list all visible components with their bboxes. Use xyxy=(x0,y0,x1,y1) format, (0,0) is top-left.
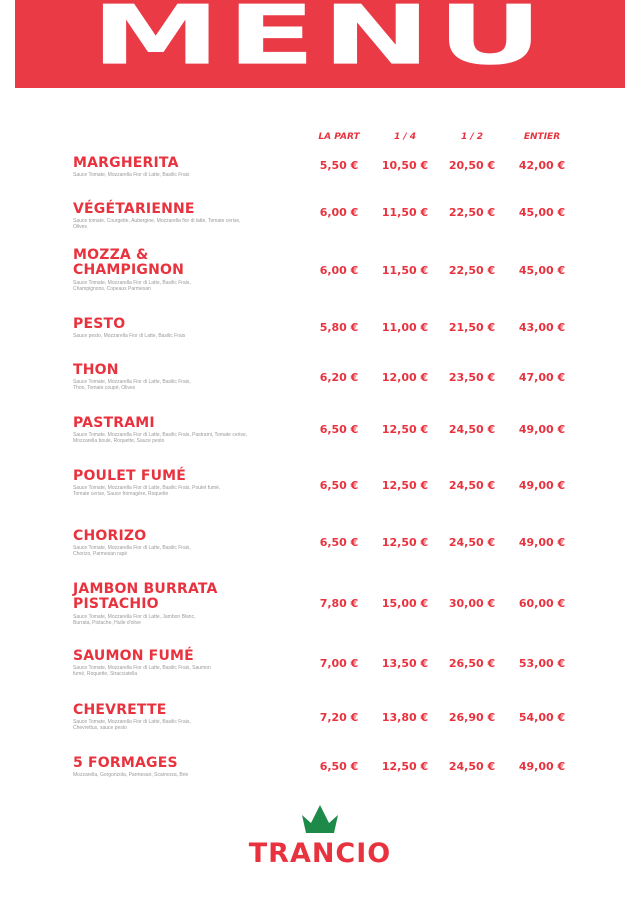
price-la-part: 5,50 € xyxy=(319,159,359,172)
price-half: 26,50 € xyxy=(448,657,496,670)
price-la-part: 7,00 € xyxy=(319,657,359,670)
pizza-name: POULET FUMÉ xyxy=(73,468,187,484)
pizza-name: SAUMON FUMÉ xyxy=(73,648,194,664)
price-quarter: 11,50 € xyxy=(381,264,429,277)
pizza-name: CHEVRETTE xyxy=(73,702,167,718)
pizza-description: Sauce Tomate, Mozzarella Fior di Latte, Basilic Frais, Champignons, Copeaux Parmesan xyxy=(73,280,191,292)
crown-icon xyxy=(300,803,340,833)
pizza-description: Sauce Tomate, Mozzarella Fior di Latte, Basilic Frais, Thon, Tomate coupé, Olives xyxy=(73,379,191,391)
brand-logo xyxy=(240,803,400,873)
price-entier: 43,00 € xyxy=(518,321,566,334)
price-la-part: 6,50 € xyxy=(319,423,359,436)
column-header-quarter: 1 / 4 xyxy=(393,132,417,142)
price-la-part: 7,80 € xyxy=(319,597,359,610)
pizza-description: Sauce pesto, Mozzarella Fior di Latte, Basilic Frais xyxy=(73,333,186,339)
price-quarter: 12,50 € xyxy=(381,760,429,773)
header-banner xyxy=(15,0,625,88)
pizza-description: Sauce Tomate, Mozzarella Fior di Latte, Jambon Blanc, Burrata, Pistache, Huile d'olive xyxy=(73,614,196,626)
price-half: 23,50 € xyxy=(448,371,496,384)
pizza-name: CHORIZO xyxy=(73,528,147,544)
price-entier: 49,00 € xyxy=(518,479,566,492)
price-la-part: 6,00 € xyxy=(319,206,359,219)
price-quarter: 12,00 € xyxy=(381,371,429,384)
price-quarter: 11,50 € xyxy=(381,206,429,219)
price-entier: 49,00 € xyxy=(518,760,566,773)
price-half: 24,50 € xyxy=(448,536,496,549)
column-header-entier: ENTIER xyxy=(523,132,561,142)
pizza-description: Sauce Tomate, Mozzarella Fior di Latte, Basilic Frais, Pastrami, Tomate cerise, Mozzarella boule, Roquette, Sauce pesto xyxy=(73,432,248,444)
pizza-name: MARGHERITA xyxy=(73,155,179,171)
price-half: 30,00 € xyxy=(448,597,496,610)
pizza-name: MOZZA & CHAMPIGNON xyxy=(73,247,185,278)
brand-name: TRANCIO xyxy=(248,838,392,869)
price-entier: 49,00 € xyxy=(518,423,566,436)
price-quarter: 12,50 € xyxy=(381,536,429,549)
column-header-half: 1 / 2 xyxy=(460,132,484,142)
price-la-part: 6,50 € xyxy=(319,479,359,492)
price-half: 21,50 € xyxy=(448,321,496,334)
price-half: 24,50 € xyxy=(448,423,496,436)
pizza-name: PESTO xyxy=(73,316,126,332)
pizza-name: 5 FORMAGES xyxy=(73,755,178,771)
price-half: 22,50 € xyxy=(448,206,496,219)
pizza-description: Sauce Tomate, Mozzarella Fior di Latte, Basilic Frais xyxy=(73,172,190,178)
pizza-name: JAMBON BURRATA PISTACHIO xyxy=(73,581,218,612)
menu-title: MENU xyxy=(90,0,549,84)
price-quarter: 13,80 € xyxy=(381,711,429,724)
price-half: 24,50 € xyxy=(448,760,496,773)
price-la-part: 6,20 € xyxy=(319,371,359,384)
price-half: 26,90 € xyxy=(448,711,496,724)
price-quarter: 12,50 € xyxy=(381,423,429,436)
pizza-name: THON xyxy=(73,362,119,378)
price-quarter: 13,50 € xyxy=(381,657,429,670)
price-half: 22,50 € xyxy=(448,264,496,277)
price-quarter: 10,50 € xyxy=(381,159,429,172)
pizza-description: Mozzarella, Gorgonzola, Parmesan, Scamorza, Brie xyxy=(73,772,189,778)
pizza-description: Sauce Tomate, Mozzarella Fior di Latte, Basilic Frais, Poulet fumé, Tomate cerise, Sauce fromagère, Roquette xyxy=(73,485,221,497)
price-la-part: 6,50 € xyxy=(319,536,359,549)
price-entier: 45,00 € xyxy=(518,206,566,219)
pizza-description: Sauce tomate, Courgette, Aubergine, Mozzarella fior di latte, Tomate cerise, Olives xyxy=(73,218,241,230)
price-entier: 54,00 € xyxy=(518,711,566,724)
price-entier: 42,00 € xyxy=(518,159,566,172)
price-half: 24,50 € xyxy=(448,479,496,492)
pizza-name: PASTRAMI xyxy=(73,415,155,431)
price-la-part: 5,80 € xyxy=(319,321,359,334)
price-quarter: 15,00 € xyxy=(381,597,429,610)
price-la-part: 7,20 € xyxy=(319,711,359,724)
pizza-description: Sauce Tomate, Mozzarella Fior di Latte, Basilic Frais, Chevrettus, sauce pesto xyxy=(73,719,191,731)
price-entier: 45,00 € xyxy=(518,264,566,277)
price-entier: 60,00 € xyxy=(518,597,566,610)
price-quarter: 11,00 € xyxy=(381,321,429,334)
price-entier: 53,00 € xyxy=(518,657,566,670)
pizza-description: Sauce Tomate, Mozzarella Fior di Latte, Basilic Frais, Chorizo, Parmesan rapé xyxy=(73,545,191,557)
price-quarter: 12,50 € xyxy=(381,479,429,492)
price-half: 20,50 € xyxy=(448,159,496,172)
pizza-description: Sauce Tomate, Mozzarella Fior di Latte, Basilic Frais, Saumon fumé, Roquette, Stracciatella xyxy=(73,665,211,677)
pizza-name: VÉGÉTARIENNE xyxy=(73,201,195,217)
price-entier: 49,00 € xyxy=(518,536,566,549)
column-header-la-part: LA PART xyxy=(318,132,360,142)
price-la-part: 6,00 € xyxy=(319,264,359,277)
price-la-part: 6,50 € xyxy=(319,760,359,773)
price-entier: 47,00 € xyxy=(518,371,566,384)
